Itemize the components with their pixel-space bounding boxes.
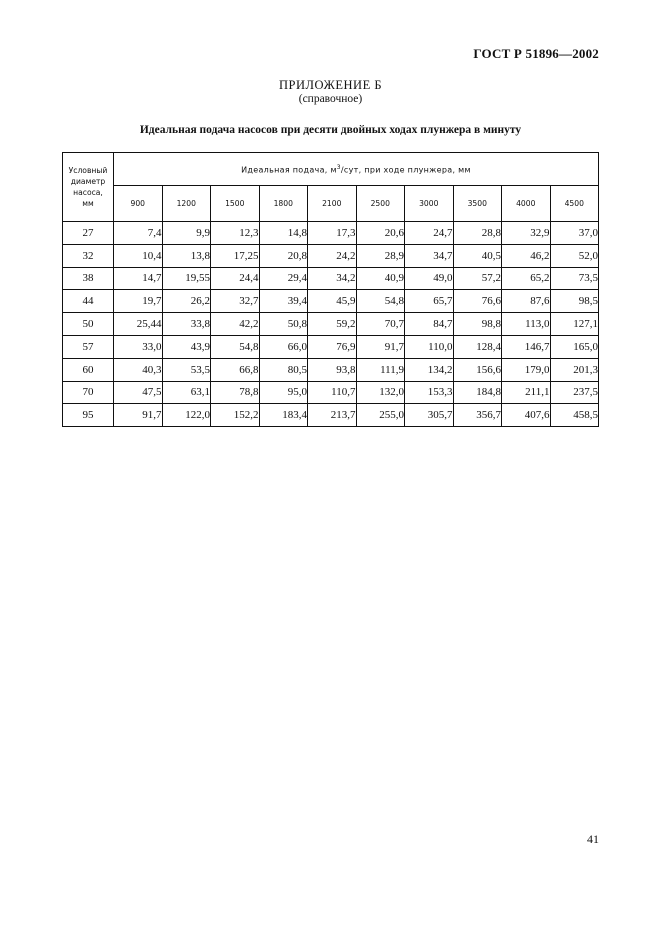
delivery-value-cell: 59,2 <box>308 313 357 336</box>
diameter-header-line: Условный <box>68 166 108 175</box>
delivery-value-cell: 45,9 <box>308 290 357 313</box>
delivery-value-cell: 153,3 <box>405 381 454 404</box>
delivery-value-cell: 32,9 <box>502 222 551 245</box>
stroke-header-cell: 2100 <box>308 186 357 222</box>
delivery-value-cell: 98,5 <box>550 290 599 313</box>
table-row <box>63 335 599 358</box>
delivery-value-cell: 40,5 <box>453 244 502 267</box>
delivery-value-cell: 179,0 <box>502 358 551 381</box>
delivery-value-cell: 52,0 <box>550 244 599 267</box>
appendix-title: ПРИЛОЖЕНИЕ Б <box>278 78 383 92</box>
delivery-value-cell: 40,9 <box>356 267 405 290</box>
delivery-value-cell: 93,8 <box>308 358 357 381</box>
document-code: ГОСТ Р 51896—2002 <box>473 46 599 61</box>
delivery-value-cell: 66,8 <box>211 358 260 381</box>
delivery-value-cell: 12,3 <box>211 222 260 245</box>
appendix-subtitle: (справочное) <box>298 93 363 105</box>
stroke-header-cell: 1800 <box>259 186 308 222</box>
delivery-value-cell: 356,7 <box>453 404 502 427</box>
delivery-value-cell: 128,4 <box>453 335 502 358</box>
stroke-header-row <box>63 186 599 222</box>
delivery-value-cell: 98,8 <box>453 313 502 336</box>
diameter-header-line: насоса, <box>73 188 103 197</box>
table-row <box>63 358 599 381</box>
delivery-value-cell: 84,7 <box>405 313 454 336</box>
delivery-value-cell: 19,55 <box>162 267 211 290</box>
delivery-value-cell: 50,8 <box>259 313 308 336</box>
delivery-value-cell: 19,7 <box>114 290 163 313</box>
diameter-header-line: мм <box>82 199 94 208</box>
table-row <box>63 313 599 336</box>
delivery-value-cell: 32,7 <box>211 290 260 313</box>
diameter-cell: 57 <box>63 335 114 358</box>
delivery-value-cell: 29,4 <box>259 267 308 290</box>
table-title: Идеальная подача насосов при десяти двойных ходах плунжера в минуту <box>139 124 522 136</box>
table-row <box>63 222 599 245</box>
delivery-value-cell: 49,0 <box>405 267 454 290</box>
delivery-value-cell: 91,7 <box>356 335 405 358</box>
delivery-value-cell: 25,44 <box>114 313 163 336</box>
diameter-cell: 32 <box>63 244 114 267</box>
delivery-value-cell: 65,7 <box>405 290 454 313</box>
table-row <box>63 267 599 290</box>
delivery-value-cell: 183,4 <box>259 404 308 427</box>
table-row <box>63 404 599 427</box>
delivery-value-cell: 53,5 <box>162 358 211 381</box>
diameter-cell: 38 <box>63 267 114 290</box>
delivery-value-cell: 201,3 <box>550 358 599 381</box>
delivery-header-sup: 3 <box>336 163 341 171</box>
delivery-value-cell: 146,7 <box>502 335 551 358</box>
delivery-value-cell: 165,0 <box>550 335 599 358</box>
diameter-cell: 27 <box>63 222 114 245</box>
delivery-value-cell: 132,0 <box>356 381 405 404</box>
delivery-value-cell: 152,2 <box>211 404 260 427</box>
delivery-value-cell: 211,1 <box>502 381 551 404</box>
delivery-value-cell: 122,0 <box>162 404 211 427</box>
delivery-value-cell: 28,9 <box>356 244 405 267</box>
pump-delivery-table <box>62 152 599 427</box>
delivery-value-cell: 76,6 <box>453 290 502 313</box>
delivery-value-cell: 40,3 <box>114 358 163 381</box>
stroke-header-cell: 3000 <box>405 186 454 222</box>
diameter-cell: 70 <box>63 381 114 404</box>
delivery-value-cell: 24,2 <box>308 244 357 267</box>
delivery-value-cell: 156,6 <box>453 358 502 381</box>
delivery-value-cell: 110,0 <box>405 335 454 358</box>
delivery-value-cell: 80,5 <box>259 358 308 381</box>
delivery-group-header <box>114 153 599 186</box>
delivery-value-cell: 28,8 <box>453 222 502 245</box>
delivery-value-cell: 70,7 <box>356 313 405 336</box>
delivery-value-cell: 57,2 <box>453 267 502 290</box>
delivery-value-cell: 78,8 <box>211 381 260 404</box>
delivery-value-cell: 407,6 <box>502 404 551 427</box>
delivery-value-cell: 113,0 <box>502 313 551 336</box>
delivery-value-cell: 34,2 <box>308 267 357 290</box>
delivery-value-cell: 13,8 <box>162 244 211 267</box>
delivery-value-cell: 24,7 <box>405 222 454 245</box>
delivery-value-cell: 20,6 <box>356 222 405 245</box>
delivery-value-cell: 237,5 <box>550 381 599 404</box>
delivery-value-cell: 20,8 <box>259 244 308 267</box>
diameter-cell: 44 <box>63 290 114 313</box>
delivery-value-cell: 24,4 <box>211 267 260 290</box>
stroke-header-cell: 4500 <box>550 186 599 222</box>
delivery-value-cell: 42,2 <box>211 313 260 336</box>
stroke-header-cell: 4000 <box>502 186 551 222</box>
delivery-value-cell: 110,7 <box>308 381 357 404</box>
delivery-value-cell: 37,0 <box>550 222 599 245</box>
delivery-value-cell: 63,1 <box>162 381 211 404</box>
delivery-value-cell: 17,3 <box>308 222 357 245</box>
table-row <box>63 381 599 404</box>
delivery-value-cell: 46,2 <box>502 244 551 267</box>
table-row <box>63 244 599 267</box>
stroke-header-cell: 1200 <box>162 186 211 222</box>
delivery-value-cell: 458,5 <box>550 404 599 427</box>
table-body <box>63 222 599 427</box>
delivery-value-cell: 91,7 <box>114 404 163 427</box>
delivery-value-cell: 7,4 <box>114 222 163 245</box>
delivery-value-cell: 17,25 <box>211 244 260 267</box>
delivery-value-cell: 65,2 <box>502 267 551 290</box>
diameter-cell: 60 <box>63 358 114 381</box>
stroke-header-cell: 1500 <box>211 186 260 222</box>
delivery-value-cell: 76,9 <box>308 335 357 358</box>
delivery-value-cell: 255,0 <box>356 404 405 427</box>
diameter-header-line: диаметр <box>70 177 106 186</box>
delivery-value-cell: 134,2 <box>405 358 454 381</box>
delivery-value-cell: 127,1 <box>550 313 599 336</box>
delivery-value-cell: 47,5 <box>114 381 163 404</box>
delivery-value-cell: 34,7 <box>405 244 454 267</box>
diameter-column-header <box>63 153 114 222</box>
delivery-value-cell: 14,8 <box>259 222 308 245</box>
page-number: 41 <box>587 832 599 846</box>
delivery-value-cell: 66,0 <box>259 335 308 358</box>
diameter-cell: 50 <box>63 313 114 336</box>
delivery-value-cell: 33,8 <box>162 313 211 336</box>
stroke-header-cell: 2500 <box>356 186 405 222</box>
delivery-value-cell: 33,0 <box>114 335 163 358</box>
delivery-header-text: Идеальная подача, м <box>241 165 337 175</box>
stroke-header-cell: 900 <box>114 186 163 222</box>
delivery-value-cell: 10,4 <box>114 244 163 267</box>
delivery-value-cell: 87,6 <box>502 290 551 313</box>
table-row <box>63 290 599 313</box>
delivery-value-cell: 111,9 <box>356 358 405 381</box>
delivery-value-cell: 39,4 <box>259 290 308 313</box>
stroke-header-cell: 3500 <box>453 186 502 222</box>
delivery-value-cell: 73,5 <box>550 267 599 290</box>
delivery-value-cell: 54,8 <box>211 335 260 358</box>
delivery-value-cell: 9,9 <box>162 222 211 245</box>
delivery-value-cell: 95,0 <box>259 381 308 404</box>
delivery-value-cell: 213,7 <box>308 404 357 427</box>
delivery-value-cell: 43,9 <box>162 335 211 358</box>
delivery-value-cell: 54,8 <box>356 290 405 313</box>
delivery-value-cell: 26,2 <box>162 290 211 313</box>
diameter-cell: 95 <box>63 404 114 427</box>
delivery-value-cell: 184,8 <box>453 381 502 404</box>
delivery-header-text-end: /сут, при ходе плунжера, мм <box>340 165 471 175</box>
delivery-value-cell: 14,7 <box>114 267 163 290</box>
delivery-value-cell: 305,7 <box>405 404 454 427</box>
